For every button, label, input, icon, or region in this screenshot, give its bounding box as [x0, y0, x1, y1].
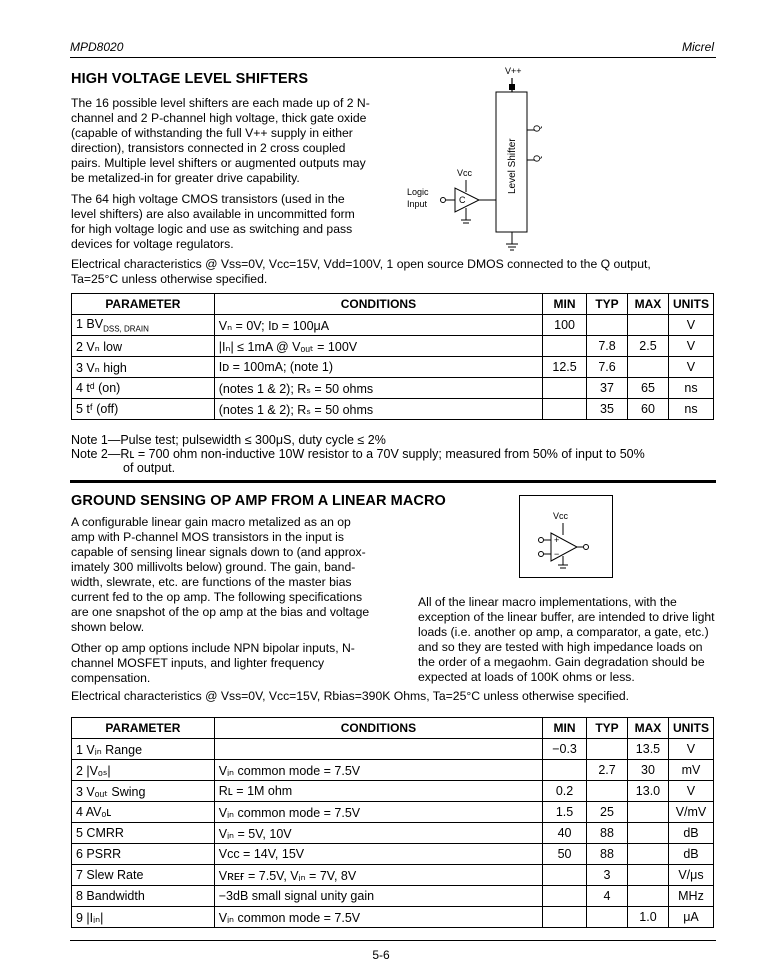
max-cell: 2.5	[627, 336, 668, 357]
col-header: MIN	[543, 718, 587, 739]
op-amp-vcc-label: Vcc	[553, 511, 569, 521]
table-header-row	[72, 294, 714, 315]
col-header: UNITS	[668, 294, 713, 315]
min-cell: 1.5	[543, 802, 587, 823]
units-cell: V	[668, 739, 713, 760]
section2-paragraph-1: A configurable linear gain macro metalized as an op amp with P-channel MOS transistors in the input is capable of sensing linear signals down to (and approx- imately 300 millivolts below) ground. The gain, band- width, slewrate, etc. are functions of the master bias current fed to the op amp. The following specifications are one snapshot of the op amp at the bias and voltage shown below.	[71, 515, 370, 634]
param-cell: 5 CMRR	[72, 823, 215, 844]
op-amp-spec-table	[71, 717, 714, 928]
typ-cell: 88	[587, 823, 628, 844]
units-cell: V/mV	[668, 802, 713, 823]
section-title-op-amp: GROUND SENSING OP AMP FROM A LINEAR MACRO	[71, 493, 446, 509]
param-cell: 3 Vₒᵤₜ Swing	[72, 781, 215, 802]
note-2: Note 2—Rʟ = 700 ohm non-inductive 10W resistor to a 70V supply; measured from 50% of input to 50%	[71, 447, 645, 461]
logic-label: Logic	[407, 187, 429, 197]
typ-cell	[587, 739, 628, 760]
doc-id: MPD8020	[70, 40, 124, 54]
level-shifter-spec-table	[71, 293, 714, 420]
typ-cell: 25	[587, 802, 628, 823]
conditions-cell: |Iₙ| ≤ 1mA @ Vₒᵤₜ = 100V	[214, 336, 542, 357]
col-header: PARAMETER	[72, 294, 215, 315]
table-header-row	[72, 718, 714, 739]
company-name: Micrel	[682, 40, 714, 54]
param-cell: 1 Vᵢₙ Range	[72, 739, 215, 760]
param-cell: 3 Vₙ high	[72, 357, 215, 378]
typ-cell: 7.8	[587, 336, 628, 357]
section2-right-text	[418, 595, 718, 691]
section2-paragraph-3: All of the linear macro implementations, with the exception of the linear buffer, are intended to drive light loads (i.e. another op amp, a comparator, a gate, etc.) and so they are tested with high impedance loads on the order of a megaohm. Gain degradation should be expected at loads of 100K ohms or less.	[418, 595, 715, 684]
max-cell	[627, 823, 668, 844]
col-header: UNITS	[668, 718, 713, 739]
min-cell	[543, 760, 587, 781]
table-row	[72, 739, 714, 760]
table-row	[72, 399, 714, 420]
header-rule	[70, 57, 716, 58]
minus-label: −	[554, 549, 560, 559]
max-cell: 30	[627, 760, 668, 781]
units-cell: μA	[668, 907, 713, 928]
conditions-cell: −3dB small signal unity gain	[214, 886, 542, 907]
conditions-cell: Vᵢₙ = 5V, 10V	[214, 823, 542, 844]
typ-cell: 37	[587, 378, 628, 399]
min-cell: 50	[543, 844, 587, 865]
units-cell: ns	[668, 378, 713, 399]
min-cell	[543, 865, 587, 886]
units-cell: dB	[668, 844, 713, 865]
max-cell	[627, 865, 668, 886]
table-row	[72, 886, 714, 907]
typ-cell: 4	[587, 886, 628, 907]
min-cell: −0.3	[543, 739, 587, 760]
conditions-cell: Vᵢₙ common mode = 7.5V	[214, 907, 542, 928]
max-cell	[627, 802, 668, 823]
table-row	[72, 315, 714, 336]
param-cell	[72, 315, 215, 336]
min-cell: 100	[543, 315, 587, 336]
units-cell: ns	[668, 399, 713, 420]
table-row	[72, 378, 714, 399]
conditions-cell: (notes 1 & 2); Rₛ = 50 ohms	[214, 378, 542, 399]
q-output-label: Q	[532, 154, 542, 162]
conditions-cell: (notes 1 & 2); Rₛ = 50 ohms	[214, 399, 542, 420]
max-cell	[627, 844, 668, 865]
max-cell: 60	[627, 399, 668, 420]
col-header: PARAMETER	[72, 718, 215, 739]
col-header: CONDITIONS	[214, 718, 542, 739]
section2-conditions: Electrical characteristics @ Vss=0V, Vcc=15V, Rbias=390K Ohms, Ta=25°C unless otherwise specified.	[71, 689, 630, 703]
section1-paragraph-1: The 16 possible level shifters are each made up of 2 N-channel and 2 P-channel high voltage, thick gate oxide (capable of withstanding the full V++ supply in either direction), transistors connected in 2 cross coupled pairs. Multiple level shifters or augmented outputs may be metalized-in for greater drive capability.	[71, 96, 370, 185]
typ-cell: 35	[587, 399, 628, 420]
footer-rule	[70, 940, 716, 941]
param-cell: 8 Bandwidth	[72, 886, 215, 907]
table-row	[72, 907, 714, 928]
units-cell: V	[668, 336, 713, 357]
min-cell	[543, 399, 587, 420]
col-header: TYP	[587, 718, 628, 739]
col-header: MAX	[627, 718, 668, 739]
units-cell: MHz	[668, 886, 713, 907]
units-cell: V	[668, 315, 713, 336]
note-2-continued: of output.	[123, 461, 176, 475]
units-cell: V	[668, 781, 713, 802]
section1-notes	[71, 433, 721, 475]
min-cell: 0.2	[543, 781, 587, 802]
param-cell: 4 tᵈ (on)	[72, 378, 215, 399]
level-shifter-label: Level Shifter	[507, 138, 518, 194]
table-row	[72, 760, 714, 781]
table-row	[72, 781, 714, 802]
max-cell: 1.0	[627, 907, 668, 928]
conditions-cell: Vʀᴇғ = 7.5V, Vᵢₙ = 7V, 8V	[214, 865, 542, 886]
param-cell: 9 |Iᵢₙ|	[72, 907, 215, 928]
section1-conditions	[71, 257, 721, 287]
units-cell: V	[668, 357, 713, 378]
param-subscript: DSS, DRAIN	[103, 324, 149, 334]
table-row	[72, 844, 714, 865]
conditions-cell: Vₙ = 0V; Iᴅ = 100μA	[214, 315, 542, 336]
c-label: C	[459, 195, 466, 205]
qbar-output-label: Q	[532, 124, 542, 132]
conditions-cell: Vᵢₙ common mode = 7.5V	[214, 760, 542, 781]
max-cell	[627, 315, 668, 336]
max-cell: 13.0	[627, 781, 668, 802]
note-1: Note 1—Pulse test; pulsewidth ≤ 300μS, duty cycle ≤ 2%	[71, 433, 386, 447]
typ-cell	[587, 781, 628, 802]
table-row	[72, 823, 714, 844]
min-cell	[543, 336, 587, 357]
conditions-line-2: Ta=25°C unless otherwise specified.	[71, 272, 268, 286]
typ-cell: 2.7	[587, 760, 628, 781]
page-number: 5-6	[372, 948, 390, 962]
units-cell: V/μs	[668, 865, 713, 886]
section-title-level-shifters: HIGH VOLTAGE LEVEL SHIFTERS	[71, 71, 309, 87]
min-cell: 40	[543, 823, 587, 844]
section-divider	[70, 480, 716, 483]
min-cell	[543, 886, 587, 907]
conditions-cell: Iᴅ = 100mA; (note 1)	[214, 357, 542, 378]
typ-cell: 88	[587, 844, 628, 865]
typ-cell	[587, 907, 628, 928]
param-cell: 4 AVₒʟ	[72, 802, 215, 823]
plus-label: +	[554, 535, 560, 545]
col-header: CONDITIONS	[214, 294, 542, 315]
level-shifter-diagram	[400, 62, 550, 252]
param-cell: 2 |Vₒₛ|	[72, 760, 215, 781]
min-cell: 12.5	[543, 357, 587, 378]
col-header: MIN	[543, 294, 587, 315]
param-cell: 7 Slew Rate	[72, 865, 215, 886]
section2-left-text	[71, 515, 376, 692]
vcc-label: Vcc	[457, 168, 473, 178]
conditions-cell: Rʟ = 1M ohm	[214, 781, 542, 802]
typ-cell: 7.6	[587, 357, 628, 378]
max-cell: 13.5	[627, 739, 668, 760]
conditions-cell	[214, 739, 542, 760]
max-cell: 65	[627, 378, 668, 399]
units-cell: dB	[668, 823, 713, 844]
param-cell: 5 tᶠ (off)	[72, 399, 215, 420]
op-amp-diagram	[519, 495, 614, 579]
table-row	[72, 865, 714, 886]
param-cell: 2 Vₙ low	[72, 336, 215, 357]
param-text: 1 BV	[76, 316, 104, 331]
max-cell	[627, 357, 668, 378]
input-label: Input	[407, 199, 428, 209]
units-cell: mV	[668, 760, 713, 781]
section1-text	[71, 96, 371, 258]
typ-cell	[587, 315, 628, 336]
section2-paragraph-2: Other op amp options include NPN bipolar inputs, N-channel MOSFET inputs, and lighter frequency compensation.	[71, 641, 355, 685]
table-row	[72, 336, 714, 357]
max-cell	[627, 886, 668, 907]
conditions-cell: Vᵢₙ common mode = 7.5V	[214, 802, 542, 823]
typ-cell: 3	[587, 865, 628, 886]
vpp-label: V++	[505, 66, 522, 76]
table-row	[72, 357, 714, 378]
section1-paragraph-2: The 64 high voltage CMOS transistors (used in the level shifters) are also available in uncommitted form for high voltage logic and use as switching and pass devices for voltage regulators.	[71, 192, 355, 251]
min-cell	[543, 378, 587, 399]
col-header: TYP	[587, 294, 628, 315]
col-header: MAX	[627, 294, 668, 315]
conditions-line-1: Electrical characteristics @ Vss=0V, Vcc=15V, Vdd=100V, 1 open source DMOS connected to the Q output,	[71, 257, 651, 271]
table-row	[72, 802, 714, 823]
min-cell	[543, 907, 587, 928]
conditions-cell: Vᴄᴄ = 14V, 15V	[214, 844, 542, 865]
param-cell: 6 PSRR	[72, 844, 215, 865]
